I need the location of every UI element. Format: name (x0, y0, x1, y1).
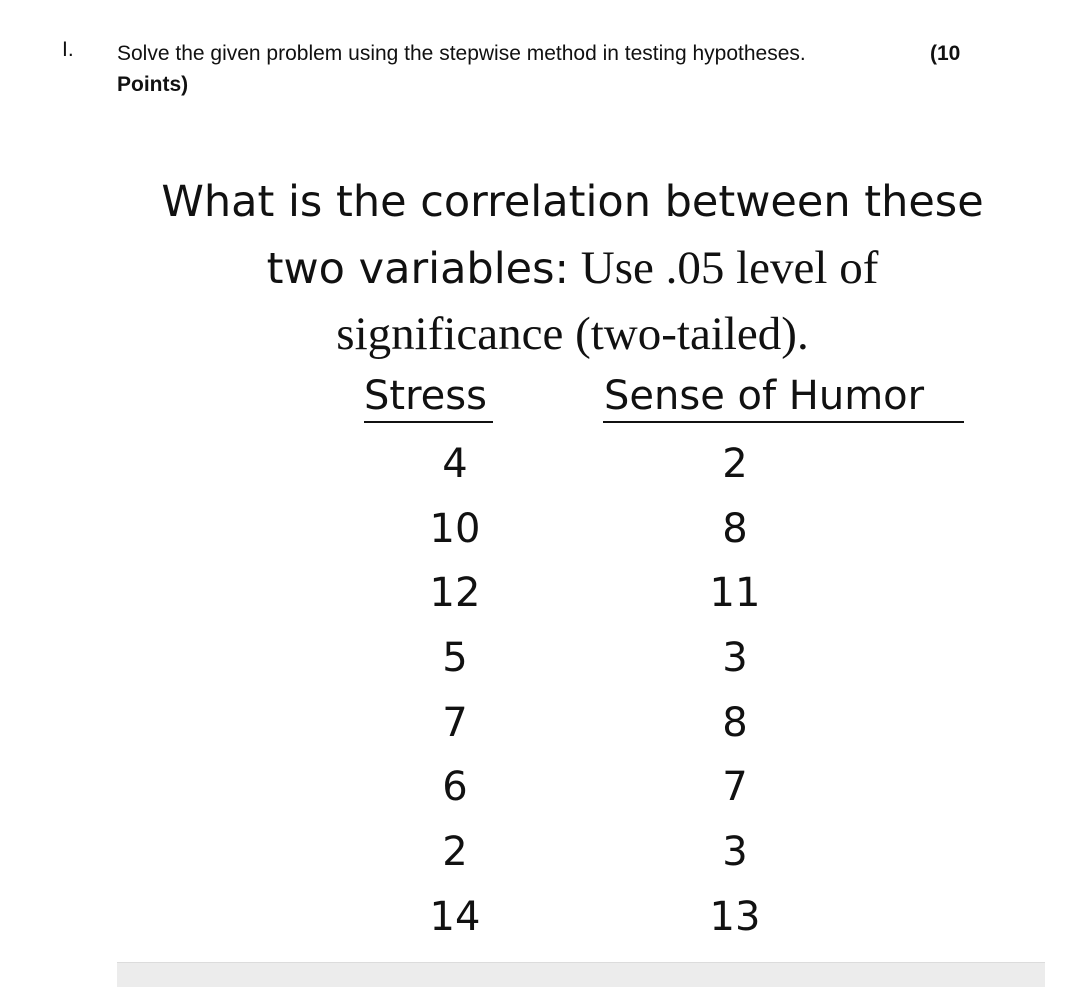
problem-instruction (117, 38, 987, 96)
question-line-1: What is the correlation between these (161, 177, 984, 227)
answer-area-edge (117, 962, 1045, 987)
humor-value: 7 (722, 764, 748, 811)
stress-value: 5 (442, 635, 468, 682)
stress-value: 10 (429, 505, 481, 552)
question-line-3: significance (two-tailed). (336, 308, 809, 360)
item-number: I. (62, 38, 74, 61)
stress-value: 14 (429, 893, 481, 940)
stress-value: 6 (442, 764, 468, 811)
points-label-open: (10 (930, 42, 961, 65)
question-line-2-part-a: two variables: (266, 244, 570, 294)
humor-value: 2 (722, 441, 748, 487)
humor-value: 3 (722, 635, 748, 682)
stress-value: 7 (442, 699, 468, 746)
stress-column (400, 432, 510, 950)
stress-value: 2 (442, 829, 468, 876)
stress-value: 12 (429, 570, 481, 617)
humor-value: 3 (722, 829, 748, 876)
header-underline-stress (364, 421, 493, 423)
column-header-stress: Stress (364, 373, 487, 419)
humor-value: 8 (722, 505, 748, 552)
instruction-text: Solve the given problem using the stepwise method in testing hypotheses. (117, 42, 806, 65)
stress-value: 4 (442, 441, 468, 487)
humor-value: 8 (722, 699, 748, 746)
question-line-2-part-b: Use .05 level of (580, 242, 879, 294)
points-label-close: Points) (117, 73, 189, 96)
question-line-2 (0, 236, 1071, 301)
column-header-sense-of-humor: Sense of Humor (604, 373, 925, 419)
humor-value: 11 (709, 570, 761, 617)
sense-of-humor-column (680, 432, 790, 950)
header-underline-sense-of-humor (603, 421, 964, 423)
humor-value: 13 (709, 893, 761, 940)
